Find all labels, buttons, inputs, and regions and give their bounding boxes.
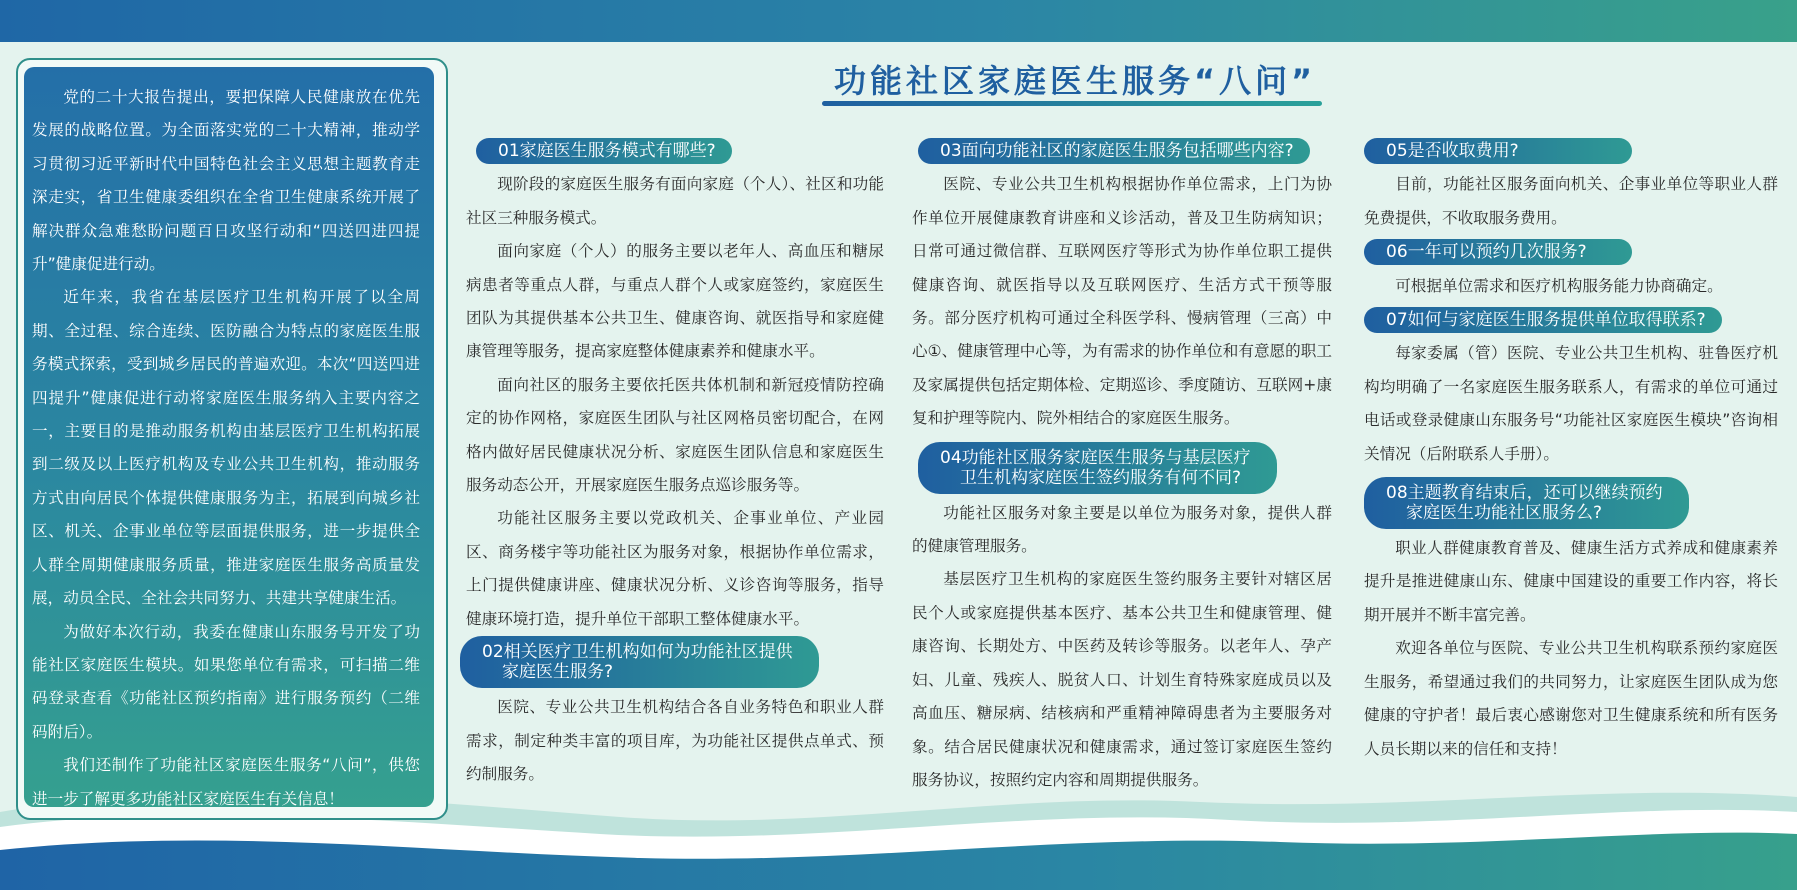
- question-08-heading: [1364, 477, 1689, 529]
- column-1: [466, 135, 884, 791]
- question-02-heading: [460, 636, 819, 688]
- answer-paragraph: 欢迎各单位与医院、专业公共卫生机构联系预约家庭医生服务，希望通过我们的共同努力，让家庭医生团队成为您健康的守护者！最后衷心感谢您对卫生健康系统和所有医务人员长期以来的信任和支持！: [1364, 639, 1778, 758]
- answer-paragraph: 功能社区服务对象主要是以单位为服务对象，提供人群的健康管理服务。: [912, 503, 1332, 556]
- answer-paragraph: 可根据单位需求和医疗机构服务能力协商确定。: [1395, 276, 1723, 295]
- top-banner-band: [0, 0, 1797, 42]
- page-title-quote: “八问”: [1193, 62, 1317, 100]
- question-06-heading: 06一年可以预约几次服务?: [1364, 239, 1632, 265]
- column-3: [1364, 135, 1778, 766]
- title-underline: [822, 101, 1322, 106]
- question-08-line2: 家庭医生功能社区服务么?: [1406, 503, 1603, 524]
- question-07-heading: 07如何与家庭医生服务提供单位取得联系?: [1364, 307, 1722, 333]
- answer-paragraph: 医院、专业公共卫生机构根据协作单位需求，上门为协作单位开展健康教育讲座和义诊活动，普及卫生防病知识；日常可通过微信群、互联网医疗等形式为协作单位职工提供健康咨询、就医指导以及互联网医疗、生活方式干预等服务。部分医疗机构可通过全科医学科、慢病管理（三高）中心①、健康管理中心等，为有需求的协作单位和有意愿的职工及家属提供包括定期体检、定期巡诊、季度随访、互联网+康复和护理等院内、院外相结合的家庭医生服务。: [912, 175, 1332, 428]
- intro-panel: [24, 67, 434, 807]
- intro-paragraph: 我们还制作了功能社区家庭医生服务“八问”，供您进一步了解更多功能社区家庭医生有关信息！: [32, 756, 420, 808]
- question-03-heading: 03面向功能社区的家庭医生服务包括哪些内容?: [918, 138, 1310, 164]
- question-04-heading: [918, 442, 1277, 494]
- answer-paragraph: 面向家庭（个人）的服务主要以老年人、高血压和糖尿病患者等重点人群，与重点人群个人或家庭签约，家庭医生团队为其提供基本公共卫生、健康咨询、就医指导和家庭健康管理等服务，提高家庭整体健康素养和健康水平。: [466, 242, 884, 361]
- answer-paragraph: 面向社区的服务主要依托医共体机制和新冠疫情防控确定的协作网格，家庭医生团队与社区网格员密切配合，在网格内做好居民健康状况分析、家庭医生团队信息和家庭医生服务动态公开，开展家庭医生服务点巡诊服务等。: [466, 375, 884, 495]
- page-title: [830, 58, 1320, 106]
- answer-paragraph: 目前，功能社区服务面向机关、企事业单位等职业人群免费提供，不收取服务费用。: [1364, 175, 1778, 227]
- question-04-line1: 04功能社区服务家庭医生服务与基层医疗: [940, 447, 1251, 468]
- intro-paragraph: 近年来，我省在基层医疗卫生机构开展了以全周期、全过程、综合连续、医防融合为特点的家庭医生服务模式探索，受到城乡居民的普遍欢迎。本次“四送四进四提升”健康促进行动将家庭医生服务纳入主要内容之一，主要目的是推动服务机构由基层医疗卫生机构拓展到二级及以上医疗机构及专业公共卫生机构，推动服务方式由向居民个体提供健康服务为主，拓展到向城乡社区、机关、企事业单位等层面提供服务，进一步提供全人群全周期健康服务质量，推进家庭医生服务高质量发展，动员全民、全社会共同努力、共建共享健康生活。: [32, 288, 420, 608]
- answer-paragraph: 功能社区服务主要以党政机关、企事业单位、产业园区、商务楼宇等功能社区为服务对象，根据协作单位需求，上门提供健康讲座、健康状况分析、义诊咨询等服务，指导健康环境打造，提升单位干部职工整体健康水平。: [466, 509, 884, 628]
- column-2: [912, 135, 1332, 797]
- answer-paragraph: 基层医疗卫生机构的家庭医生签约服务主要针对辖区居民个人或家庭提供基本医疗、基本公共卫生和健康管理、健康咨询、长期处方、中医药及转诊等服务。以老年人、孕产妇、儿童、残疾人、脱贫人口、计划生育特殊家庭成员以及高血压、糖尿病、结核病和严重精神障碍患者为主要服务对象。结合居民健康状况和健康需求，通过签订家庭医生签约服务协议，按照约定内容和周期提供服务。: [912, 570, 1332, 789]
- question-05-heading: 05是否收取费用?: [1364, 138, 1632, 164]
- intro-paragraph: 为做好本次行动，我委在健康山东服务号开发了功能社区家庭医生模块。如果您单位有需求，可扫描二维码登录查看《功能社区预约指南》进行服务预约（二维码附后）。: [32, 622, 420, 741]
- spacer: [912, 436, 1332, 442]
- question-01-heading: 01家庭医生服务模式有哪些?: [476, 138, 732, 164]
- page-title-main: 功能社区家庭医生服务: [833, 62, 1194, 100]
- answer-paragraph: 职业人群健康教育普及、健康生活方式养成和健康素养提升是推进健康山东、健康中国建设的重要工作内容，将长期开展并不断丰富完善。: [1364, 539, 1778, 624]
- answer-paragraph: 医院、专业公共卫生机构结合各自业务特色和职业人群需求，制定种类丰富的项目库，为功能社区提供点单式、预约制服务。: [466, 698, 884, 783]
- question-08-line1: 08主题教育结束后，还可以继续预约: [1386, 483, 1663, 504]
- question-02-line2: 家庭医生服务?: [502, 662, 614, 683]
- intro-paragraph: 党的二十大报告提出，要把保障人民健康放在优先发展的战略位置。为全面落实党的二十大精神，推动学习贯彻习近平新时代中国特色社会主义思想主题教育走深走实，省卫生健康委组织在全省卫生健康系统开展了解决群众急难愁盼问题百日攻坚行动和“四送四进四提升”健康促进行动。: [32, 88, 420, 274]
- answer-paragraph: 现阶段的家庭医生服务有面向家庭（个人）、社区和功能社区三种服务模式。: [466, 175, 884, 227]
- question-04-line2: 卫生机构家庭医生签约服务有何不同?: [960, 467, 1242, 488]
- question-02-line1: 02相关医疗卫生机构如何为功能社区提供: [482, 642, 793, 663]
- answer-paragraph: 每家委属（管）医院、专业公共卫生机构、驻鲁医疗机构均明确了一名家庭医生服务联系人，有需求的单位可通过电话或登录健康山东服务号“功能社区家庭医生模块”咨询相关情况（后附联系人手册）。: [1364, 344, 1778, 463]
